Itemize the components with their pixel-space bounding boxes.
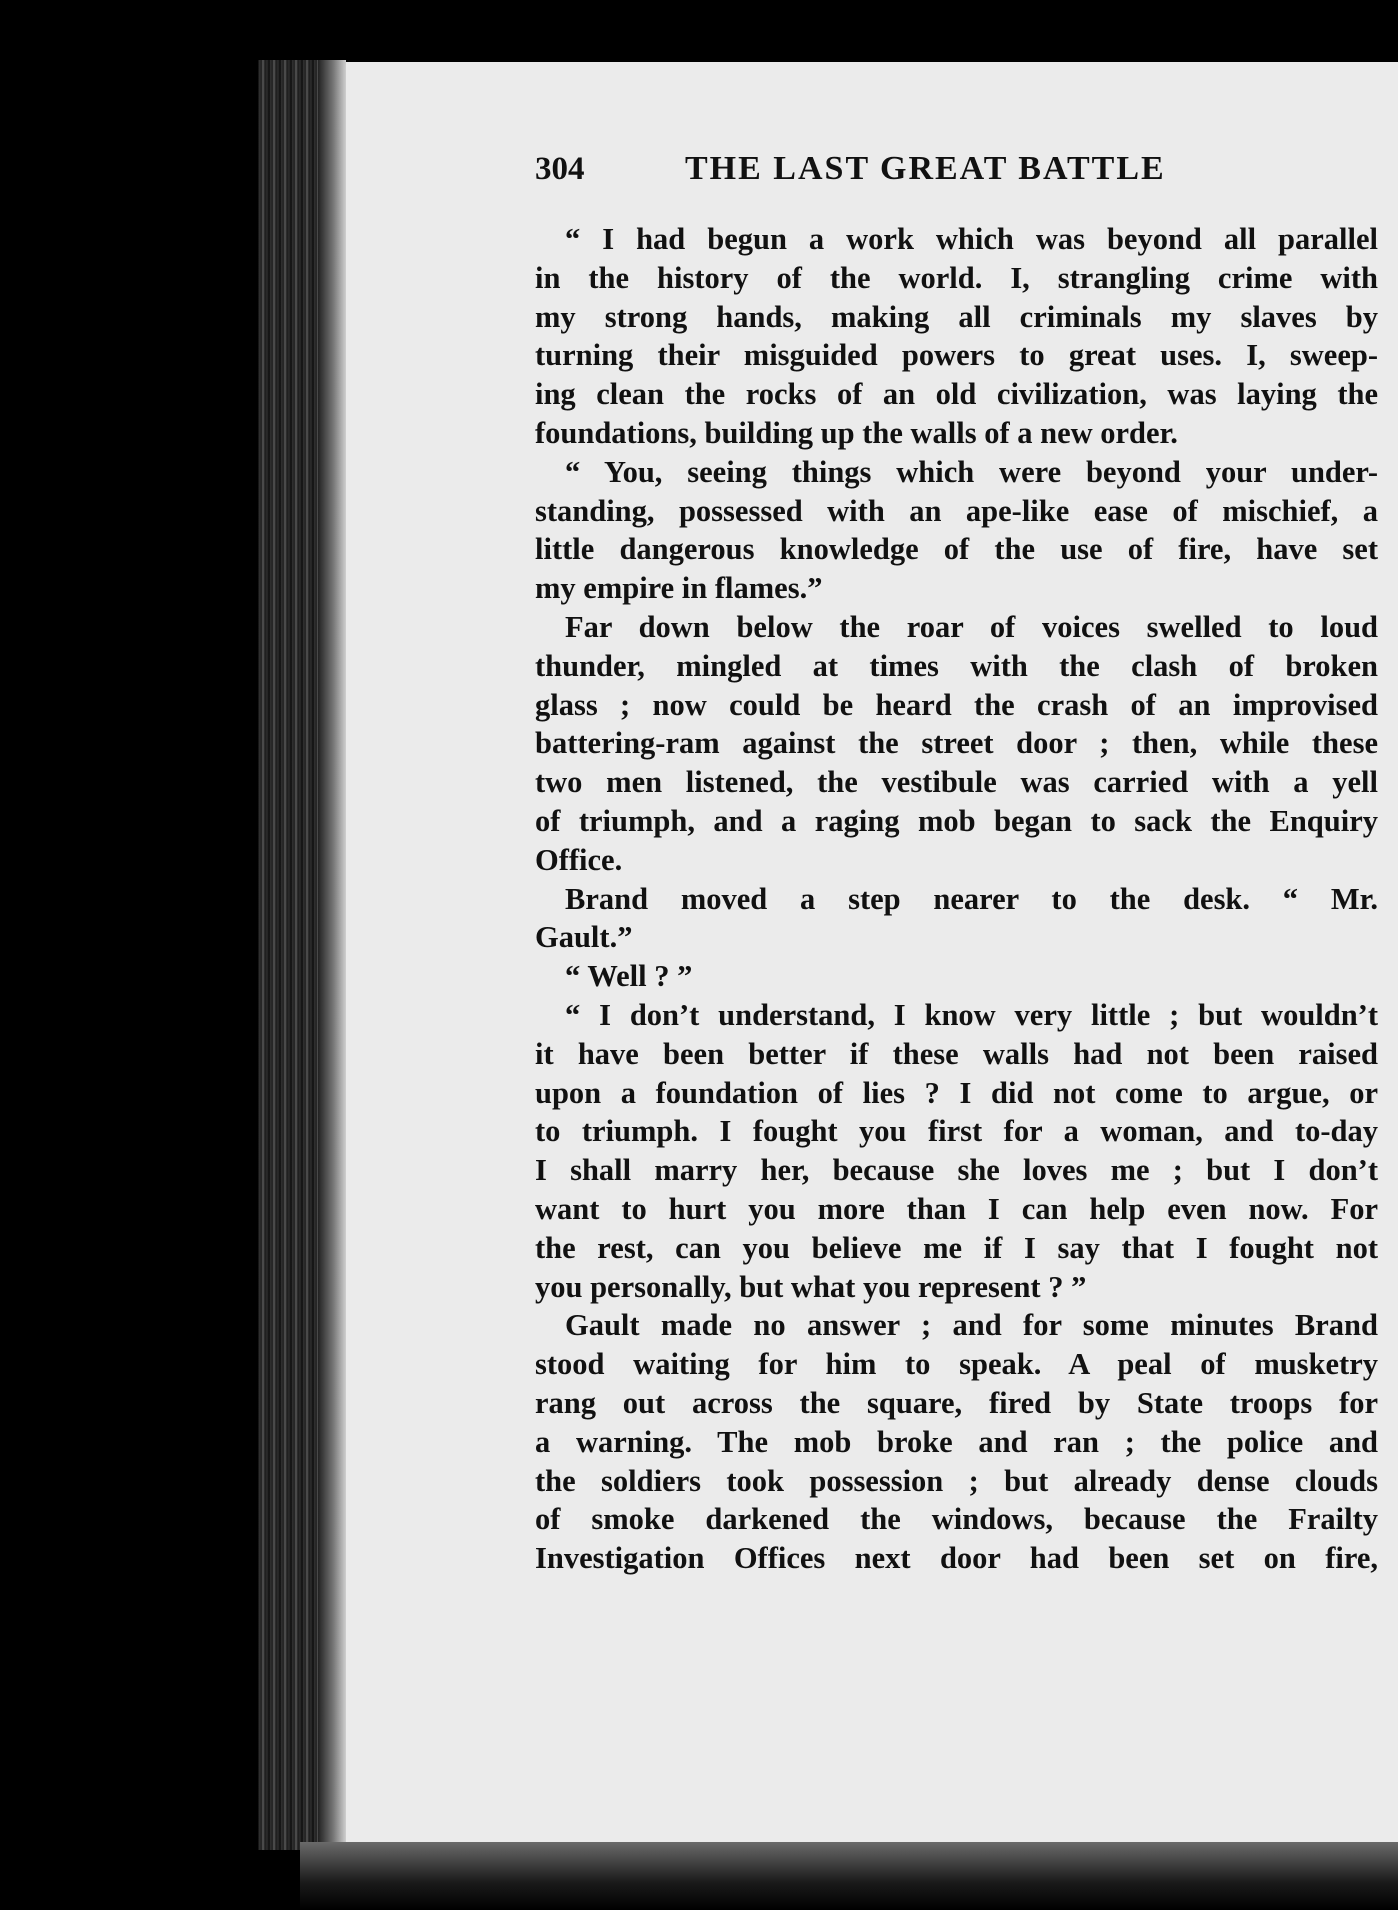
running-title: THE LAST GREAT BATTLE: [685, 150, 1166, 187]
text-line: stood waiting for him to speak. A peal of musketry: [535, 1347, 1378, 1382]
text-line: turning their misguided powers to great uses. I, sweep-: [535, 338, 1378, 373]
text-line: “ I had begun a work which was beyond all parallel: [565, 222, 1378, 256]
text-line: my empire in flames.”: [535, 571, 823, 606]
text-line: to triumph. I fought you first for a woman, and to-day: [535, 1114, 1378, 1149]
text-line: battering-ram against the street door ; then, while these: [535, 726, 1378, 761]
text-line: a warning. The mob broke and ran ; the police and: [535, 1424, 1378, 1459]
text-line: Gault made no answer ; and for some minutes Brand: [565, 1308, 1378, 1343]
text-line: it have been better if these walls had not been raised: [535, 1036, 1378, 1071]
text-line: the soldiers took possession ; but already dense clouds: [535, 1463, 1378, 1498]
text-line: thunder, mingled at times with the clash of broken: [535, 648, 1378, 683]
page-number: 304: [535, 151, 585, 187]
gutter-shadow: [318, 60, 346, 1850]
text-line: of triumph, and a raging mob began to sack the Enquiry: [535, 803, 1378, 838]
text-line: “ Well ? ”: [565, 959, 693, 994]
text-line: “ You, seeing things which were beyond your under-: [565, 454, 1378, 489]
text-line: two men listened, the vestibule was carried with a yell: [535, 765, 1378, 800]
text-line: standing, possessed with an ape-like ease of mischief, a: [535, 493, 1378, 528]
text-line: my strong hands, making all criminals my slaves by: [535, 299, 1378, 334]
text-line: Office.: [535, 842, 623, 877]
text-line: rang out across the square, fired by State troops for: [535, 1385, 1378, 1420]
text-line: Brand moved a step nearer to the desk. “ Mr.: [565, 881, 1378, 916]
text-line: upon a foundation of lies ? I did not come to argue, or: [535, 1075, 1378, 1110]
text-line: want to hurt you more than I can help even now. For: [535, 1191, 1378, 1226]
running-head: [535, 150, 1378, 200]
text-line: Far down below the roar of voices swelled to loud: [565, 609, 1378, 644]
text-line: glass ; now could be heard the crash of an improvised: [535, 687, 1378, 722]
body-text: [535, 220, 1378, 1578]
text-line: I shall marry her, because she loves me ; but I don’t: [535, 1153, 1378, 1188]
text-line: Gault.”: [535, 920, 633, 955]
text-line: of smoke darkened the windows, because the Frailty: [535, 1502, 1378, 1537]
bottom-shadow: [300, 1842, 1398, 1910]
page-text-block: [535, 150, 1378, 1578]
text-line: the rest, can you believe me if I say that I fought not: [535, 1230, 1378, 1265]
text-line: little dangerous knowledge of the use of fire, have set: [535, 532, 1378, 567]
text-line: foundations, building up the walls of a new order.: [535, 415, 1178, 450]
text-line: you personally, but what you represent ? ”: [535, 1269, 1087, 1304]
text-line: in the history of the world. I, strangling crime with: [535, 260, 1378, 295]
text-line: “ I don’t understand, I know very little ; but wouldn’t: [565, 997, 1378, 1032]
text-line: ing clean the rocks of an old civilization, was laying the: [535, 377, 1378, 412]
text-line: Investigation Offices next door had been set on fire,: [535, 1541, 1378, 1576]
